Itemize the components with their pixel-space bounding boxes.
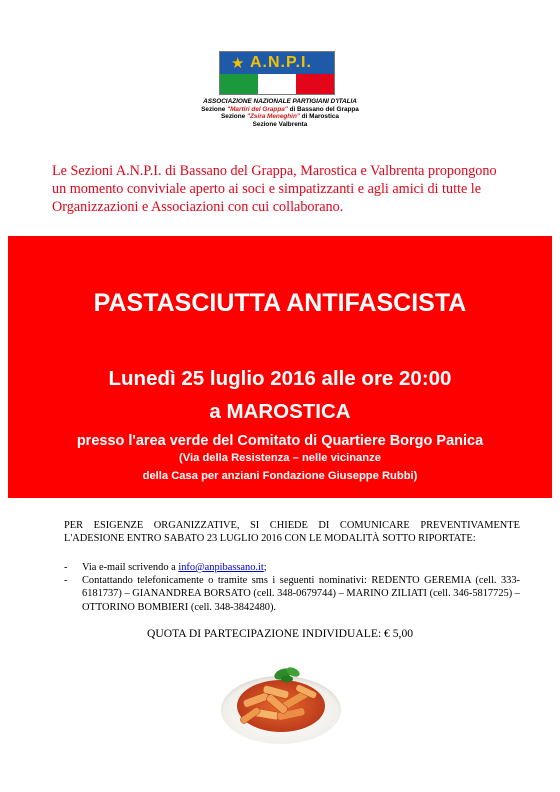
association-name: ASSOCIAZIONE NAZIONALE PARTIGIANI D'ITALIA [203, 98, 357, 105]
section-bassano: Sezione "Martiri del Grappa" di Bassano del Grappa [201, 105, 359, 113]
list-item-phone: - Contattando telefonicamente o tramite sms i seguenti nominativi: REDENTO GEREMIA (cell. 333-6181737) – GIANANDREA BORSATO (cell. 348-0679744) – MARINO ZILIATI (cell. 346-5817725) – OTTORINO BOMBIERI (cell. 348-3842480). [64, 575, 520, 613]
event-banner [8, 236, 552, 498]
event-address-detail: della Casa per anziani Fondazione Giuseppe Rubbi) [142, 470, 418, 482]
intro-paragraph: Le Sezioni A.N.P.I. di Bassano del Grappa, Marostica e Valbrenta propongono un momento conviviale aperto ai soci e simpatizzanti e agli amici di tutte le Organizzazioni e Associazioni con cui collaborano. [52, 163, 497, 215]
anpi-logo [219, 51, 335, 95]
info-paragraph: PER ESIGENZE ORGANIZZATIVE, SI CHIEDE DI COMUNICARE PREVENTIVAMENTE L'ADESIONE ENTRO SABATO 23 LUGLIO 2016 CON LE MODALITÀ SOTTO RIPORTATE: [64, 520, 520, 545]
event-address: (Via della Resistenza – nelle vicinanze [179, 452, 381, 464]
event-place: a MAROSTICA [209, 400, 351, 423]
event-location: presso l'area verde del Comitato di Quartiere Borgo Panica [76, 433, 484, 449]
event-date: Lunedì 25 luglio 2016 alle ore 20:00 [108, 367, 452, 390]
logo-text: A.N.P.I. [250, 54, 312, 71]
pasta-plate-image [219, 652, 343, 746]
email-link[interactable]: info@anpibassano.it [178, 562, 264, 573]
italian-flag-icon [220, 74, 334, 94]
section-marostica: Sezione "Zsira Meneghin" di Marostica [221, 113, 339, 121]
event-title: PASTASCIUTTA ANTIFASCISTA [93, 289, 467, 317]
section-valbrenta: Sezione Valbrenta [252, 120, 308, 128]
association-header [150, 98, 410, 128]
list-item-email: - Via e-mail scrivendo a info@anpibassano.it; [64, 562, 267, 573]
star-icon: ★ [231, 54, 245, 72]
contact-list [64, 561, 520, 614]
participation-fee: QUOTA DI PARTECIPAZIONE INDIVIDUALE: € 5,00 [146, 627, 414, 640]
